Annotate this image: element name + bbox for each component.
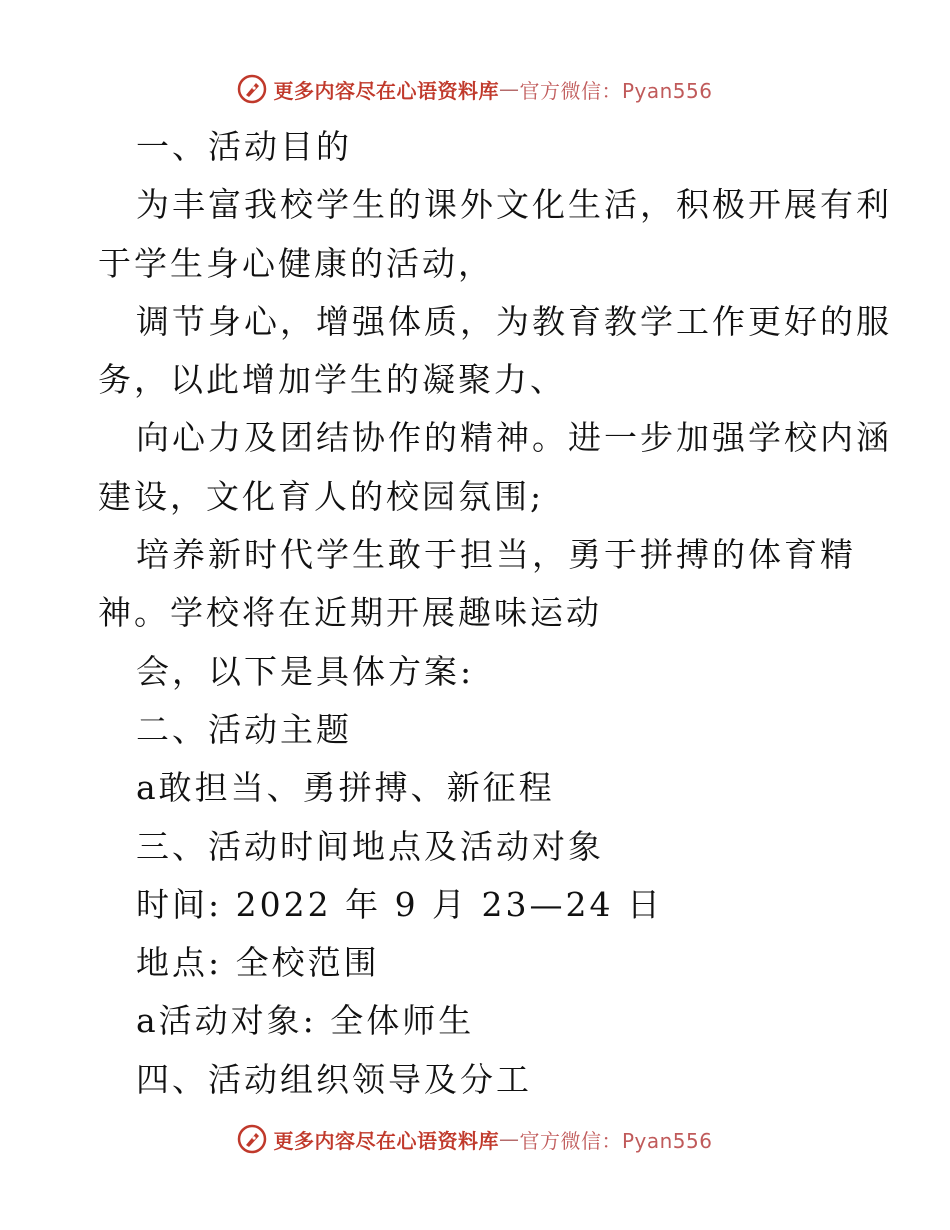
text-line: a活动对象: 全体师生 — [136, 1001, 475, 1041]
pen-nib-circle-icon — [237, 1124, 267, 1154]
watermark-contact: 官方微信：Pyan556 — [519, 1128, 713, 1153]
footer-watermark — [0, 1124, 950, 1154]
watermark-brand: 更多内容尽在心语资料库 — [273, 1128, 499, 1153]
watermark-contact: 官方微信：Pyan556 — [519, 78, 713, 103]
text-line: 一、活动目的 — [136, 127, 352, 166]
watermark-brand: 更多内容尽在心语资料库 — [273, 78, 499, 103]
text-line: 时间: 2022 年 9 月 23—24 日 — [136, 884, 664, 924]
text-line: 于学生身心健康的活动， — [98, 243, 494, 283]
header-watermark — [0, 74, 950, 104]
watermark-separator: — — [498, 77, 520, 101]
text-line: 地点: 全校范围 — [136, 943, 380, 983]
text-line: 建设，文化育人的校园氛围; — [98, 476, 545, 516]
text-line: 务，以此增加学生的凝聚力、 — [98, 360, 566, 400]
text-line: 会，以下是具体方案: — [136, 651, 475, 691]
text-line: 向心力及团结协作的精神。进一步加强学校内涵 — [136, 418, 892, 458]
pen-nib-circle-icon — [237, 74, 267, 104]
text-line: 为丰富我校学生的课外文化生活，积极开展有利 — [136, 185, 892, 225]
text-line: a敢担当、勇拼搏、新征程 — [136, 768, 555, 808]
text-line: 神。学校将在近期开展趣味运动 — [98, 593, 602, 633]
text-line: 二、活动主题 — [136, 709, 352, 749]
text-line: 四、活动组织领导及分工 — [136, 1059, 532, 1099]
text-line: 培养新时代学生敢于担当，勇于拼搏的体育精 — [136, 535, 856, 575]
document-body — [98, 118, 892, 1109]
watermark-separator: — — [498, 1127, 520, 1151]
text-line: 三、活动时间地点及活动对象 — [136, 826, 604, 866]
text-line: 调节身心，增强体质，为教育教学工作更好的服 — [136, 301, 892, 341]
